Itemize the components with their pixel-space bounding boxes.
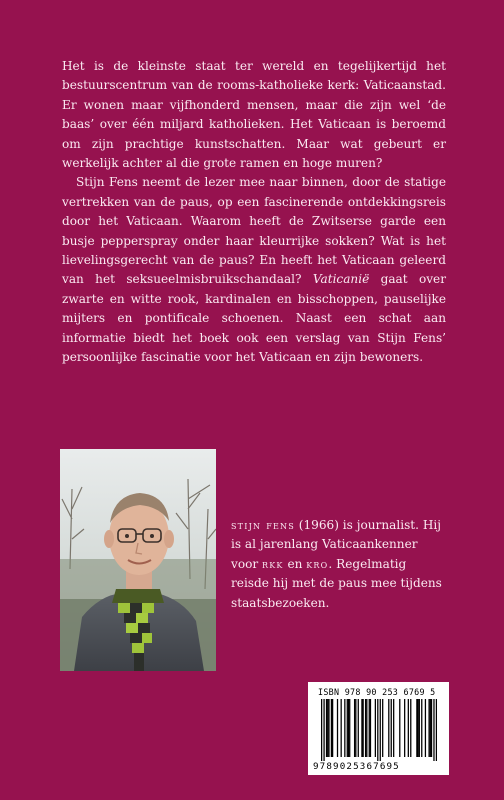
broadcaster-kro: kro [306,556,329,571]
barcode-bar [380,699,381,761]
blurb-paragraph-2 [62,173,446,367]
bio-text: . Regelmatig reisde hij met de paus mee tijdens staatsbezoeken. [231,556,442,610]
barcode-bar [323,699,324,761]
blurb-paragraph-1: Het is de kleinste staat ter wereld en tegelijkertijd het bestuurscentrum van de rooms-katholieke kerk: Vaticaanstad. Er wonen maar vijfhonderd mensen, maar die zijn wel ‘de baas’ over één miljard katholieken. Het Vaticaan is beroemd om zijn prachtige kunstschatten. Maar wat gebeurt er werkelijk achter al die grote ramen en hoge muren? [62,59,446,171]
barcode-bar [388,699,389,757]
barcode-bar [363,699,364,757]
barcode-bar [321,699,322,761]
broadcaster-rkk: rkk [262,556,284,571]
barcode-bar [417,699,418,757]
barcode-bar [332,699,333,757]
barcode-bar [408,699,409,757]
cover-blurb [62,57,446,368]
barcode-bar [410,699,411,757]
ean-digits: 9789025367695 [313,761,400,772]
barcode-bar [375,699,376,757]
blurb-text: Stijn Fens neemt de lezer mee naar binnen, door de statige vertrekken van de paus, op een fascinerende ontdekkingsreis door het Vaticaan. Waarom heeft de Zwitserse garde een busje pepperspray onder haar kleurrijke sokken? Wat is het lievelingsgerecht van de paus? En heeft het Vaticaan geleerd van het seksueelmisbruikschandaal? [62,175,446,287]
barcode-bar [404,699,405,757]
barcode-bar [348,699,349,757]
barcode-bar [433,699,434,761]
barcode-bar [393,699,394,757]
barcode-bar [347,699,348,757]
barcode-bar [436,699,437,761]
barcode-bar [421,699,422,757]
barcode-bar [391,699,392,757]
barcode-bar [431,699,432,757]
bio-text: (1966) is journalist. Hij is al jarenlang Vaticaankenner voor [231,518,441,571]
barcode-bar [328,699,329,757]
barcode-bar [370,699,371,757]
isbn-label: ISBN 978 90 253 6769 5 [318,687,436,697]
barcode-bar [369,699,370,757]
author-photo [60,449,216,671]
blurb-text: gaat over zwarte en witte rook, kardinalen en bisschoppen, pauselijke mijters en pontificale schoenen. Naast een schat aan informatie biedt het boek ook een verslag van Stijn Fens’ persoonlijke fascinatie voor het Vaticaan en zijn bewoners. [62,272,446,365]
book-title: Vaticanië [312,272,370,287]
barcode-bar [419,699,420,757]
barcode-bar [366,699,367,757]
barcode-bar [382,699,383,757]
barcode-bar [326,699,327,757]
barcode-bar [358,699,359,757]
barcode-bar [331,699,332,757]
bio-text: en [283,556,307,571]
barcode-bar [341,699,342,757]
author-portrait-image [60,449,216,671]
barcode-bar [361,699,362,757]
barcode-bar [430,699,431,757]
barcode-bar [344,699,345,757]
barcode-bar [416,699,417,757]
barcode-bar [349,699,350,757]
barcode-bar [425,699,426,757]
barcode-bar [377,699,378,761]
barcode-bar [365,699,366,757]
isbn-barcode [308,682,449,775]
barcode-bar [327,699,328,757]
barcode-bar [355,699,356,757]
barcode-bar [399,699,400,757]
author-bio [231,516,446,613]
barcode-bar [337,699,338,757]
barcode-bars [321,699,437,761]
barcode-bar [354,699,355,757]
barcode-bar [428,699,429,757]
author-name: stijn fens [231,518,295,532]
